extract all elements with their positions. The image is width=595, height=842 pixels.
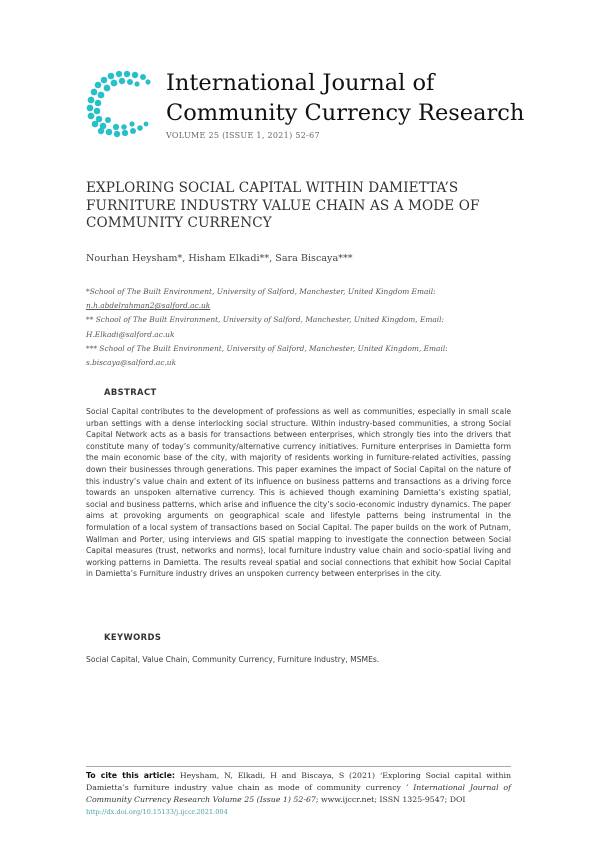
authors: Nourhan Heysham*, Hisham Elkadi**, Sara Biscaya***	[86, 253, 353, 264]
citation-issn: ; www.ijccr.net; ISSN 1325-9547; DOI	[315, 795, 466, 804]
affiliation-text: *School of The Built Environment, University of Salford, Manchester, United Kingdom Email:	[86, 287, 436, 296]
email-link[interactable]: n.h.abdelrahman2@salford.ac.uk	[86, 301, 211, 311]
citation-label: To cite this article:	[86, 771, 175, 780]
affiliation-1	[86, 285, 516, 313]
doi-link[interactable]: http://dx.doi.org/10.15133/j.ijccr.2021.004	[86, 808, 228, 816]
article-title: EXPLORING SOCIAL CAPITAL WITHIN DAMIETTA’S FURNITURE INDUSTRY VALUE CHAIN AS A MODE OF COMMUNITY CURRENCY	[86, 180, 480, 231]
abstract-heading: ABSTRACT	[104, 387, 157, 397]
affiliation-3	[86, 342, 516, 370]
journal-logo	[86, 70, 152, 138]
keywords-list: Social Capital, Value Chain, Community Currency, Furniture Industry, MSMEs.	[86, 655, 380, 664]
citation	[86, 770, 511, 818]
affiliation-text: *** School of The Built Environment, University of Salford, Manchester, United Kingdom, Email:	[86, 343, 448, 353]
volume-line: VOLUME 25 (ISSUE 1, 2021) 52-67	[166, 131, 320, 140]
email-text: s.biscaya@salford.ac.uk	[86, 358, 177, 368]
abstract-body: Social Capital contributes to the development of professions as well as communities, especially in small scale urban settings with a dense interlocking social structure. Within industry-based communities, a strong Social Capital Network acts as a basis for transactions between enterprises, which strongly ties into the drivers that constitute many of today’s community/alternative currency initiatives. Furniture enterprises in Damietta form the main economic base of the city, with majority of residents working in furniture-related activities, passing down their businesses through generations. This paper examines the impact of Social Capital on the nature of this industry’s value chain and extent of its influence on business patterns and transactions as a driving force towards an unspoken alternative currency. This is achieved though examining Damietta’s existing spatial, social and business patterns, which arise and influence the city’s socio-economic industry dynamics. The paper aims at provoking arguments on geographical scale and lifestyle patterns being instrumental in the formulation of a local system of transactions based on Social Capital. The paper builds on the work of Putnam, Wallman and Porter, using interviews and GIS spatial mapping to investigate the connection between Social Capital measures (trust, networks and norms), local furniture industry value chain and socio-spatial living and working patterns in Damietta. The results reveal spatial and social connections that exhibit how Social Capital in Damietta’s Furniture industry drives an unspoken currency between enterprises in the city.	[86, 407, 511, 579]
affiliations	[86, 285, 516, 370]
citation-journal: International Journal of Community Currency Research Volume 25 (Issue 1) 52-67	[86, 783, 512, 804]
citation-text: Heysham, N, Elkadi, H and Biscaya, S (2021) ‘Exploring Social capital within Damietta’s furniture industry value chain as mode of community currency ’	[86, 771, 512, 792]
affiliation-text: ** School of The Built Environment, University of Salford, Manchester, United Kingdom, Email:	[86, 315, 444, 325]
journal-title: International Journal of Community Currency Research	[166, 70, 525, 126]
divider	[86, 766, 511, 767]
affiliation-2	[86, 313, 516, 341]
keywords-heading: KEYWORDS	[104, 632, 162, 642]
email-text: H.Elkadi@salford.ac.uk	[86, 329, 175, 339]
